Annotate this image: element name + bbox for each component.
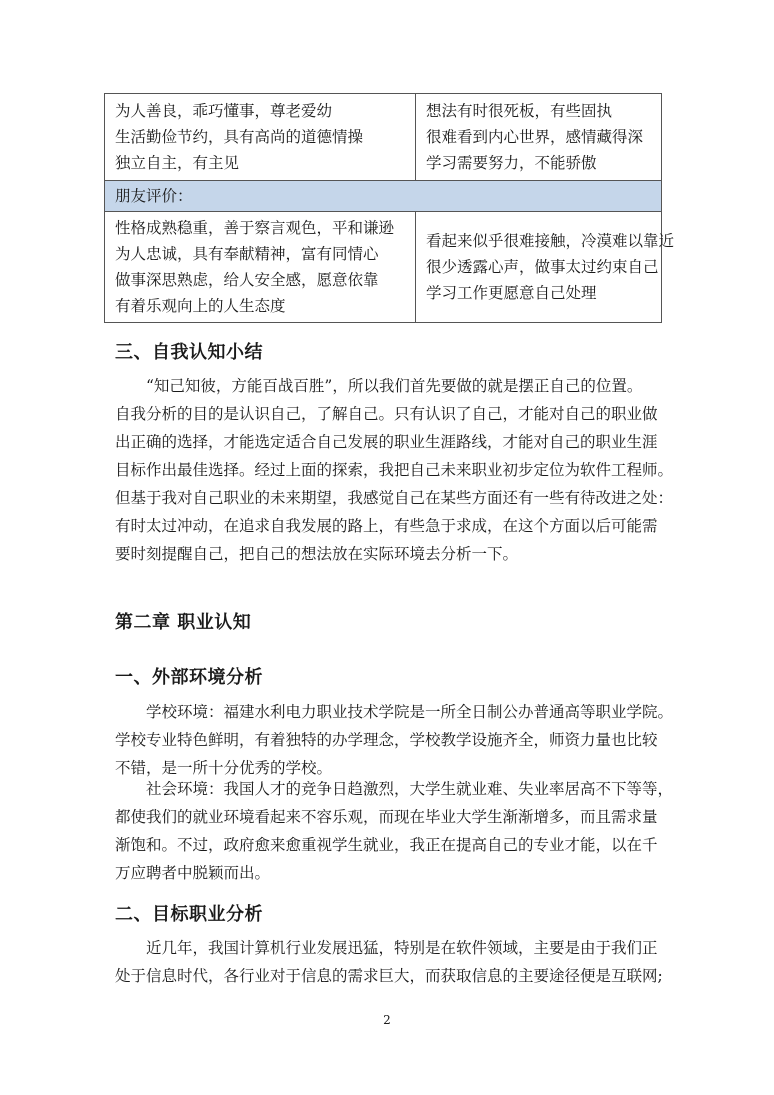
friend-evaluation-header-row (105, 181, 662, 212)
paragraph-line: 要时刻提醒自己，把自己的想法放在实际环境去分析一下。 (115, 545, 519, 563)
paragraph-line: “知己知彼，方能百战百胜”，所以我们首先要做的就是摆正自己的位置。 (115, 377, 643, 395)
paragraph-line: 万应聘者中脱颖而出。 (115, 864, 271, 882)
paragraph-line: 学校环境：福建水利电力职业技术学院是一所全日制公办普通高等职业学院。 (115, 703, 674, 721)
paragraph-line: 近几年，我国计算机行业发展迅猛，特别是在软件领域，主要是由于我们正 (115, 939, 658, 957)
friend-strength-line: 为人忠诚，具有奉献精神，富有同情心 (115, 245, 379, 263)
paragraph-line: 处于信息时代，各行业对于信息的需求巨大，而获取信息的主要途径便是互联网; (115, 967, 663, 985)
section-heading-self-summary: 三、自我认知小结 (115, 342, 263, 363)
friend-evaluation-header: 朋友评价： (105, 181, 662, 212)
friend-weakness-line: 看起来似乎很难接触，冷漠难以靠近 (426, 232, 675, 250)
friend-strengths-cell (105, 212, 416, 323)
section-heading-external-environment: 一、外部环境分析 (115, 667, 263, 688)
self-weaknesses-cell (416, 94, 662, 181)
chapter-title: 第二章 职业认知 (115, 612, 252, 633)
friend-weakness-line: 很少透露心声，做事太过约束自己 (426, 258, 659, 276)
paragraph-line: 渐饱和。不过，政府愈来愈重视学生就业，我正在提高自己的专业才能，以在千 (115, 836, 658, 854)
paragraph-line: 不错，是一所十分优秀的学校。 (115, 759, 333, 777)
paragraph-line: 社会环境：我国人才的竞争日趋激烈，大学生就业难、失业率居高不下等等， (115, 780, 674, 798)
self-strength-line: 为人善良，乖巧懂事，尊老爱幼 (115, 102, 333, 120)
self-weakness-line: 学习需要努力，不能骄傲 (426, 154, 597, 172)
friend-weakness-line: 学习工作更愿意自己处理 (426, 284, 597, 302)
paragraph-line: 都使我们的就业环境看起来不容乐观，而现在毕业大学生渐渐增多，而且需求量 (115, 808, 658, 826)
evaluation-table (104, 93, 675, 323)
self-strength-line: 独立自主，有主见 (115, 154, 240, 172)
school-environment-paragraph (115, 698, 674, 782)
friend-weaknesses-cell (416, 212, 675, 323)
page-number: 2 (383, 1013, 391, 1027)
self-evaluation-row (105, 94, 662, 181)
friend-strength-line: 做事深思熟虑，给人安全感，愿意依靠 (115, 271, 379, 289)
paragraph-line: 自我分析的目的是认识自己，了解自己。只有认识了自己，才能对自己的职业做 (115, 405, 658, 423)
self-summary-paragraph (115, 372, 674, 568)
section-heading-target-career: 二、目标职业分析 (115, 904, 263, 925)
self-strengths-cell (105, 94, 416, 181)
friend-strength-line: 性格成熟稳重，善于察言观色，平和谦逊 (115, 219, 395, 237)
paragraph-line: 学校专业特色鲜明，有着独特的办学理念，学校教学设施齐全，师资力量也比较 (115, 731, 658, 749)
friend-evaluation-row (105, 212, 662, 323)
paragraph-line: 出正确的选择，才能选定适合自己发展的职业生涯路线，才能对自己的职业生涯 (115, 433, 658, 451)
paragraph-line: 但基于我对自己职业的未来期望，我感觉自己在某些方面还有一些有待改进之处： (115, 489, 674, 507)
self-weakness-line: 很难看到内心世界，感情藏得深 (426, 128, 644, 146)
paragraph-line: 有时太过冲动，在追求自我发展的路上，有些急于求成，在这个方面以后可能需 (115, 517, 658, 535)
paragraph-line: 目标作出最佳选择。经过上面的探索，我把自己未来职业初步定位为软件工程师。 (115, 461, 674, 479)
friend-strength-line: 有着乐观向上的人生态度 (115, 297, 286, 315)
society-environment-paragraph (115, 775, 674, 887)
self-weakness-line: 想法有时很死板，有些固执 (426, 102, 613, 120)
target-career-paragraph (115, 934, 663, 990)
self-strength-line: 生活勤俭节约，具有高尚的道德情操 (115, 128, 364, 146)
